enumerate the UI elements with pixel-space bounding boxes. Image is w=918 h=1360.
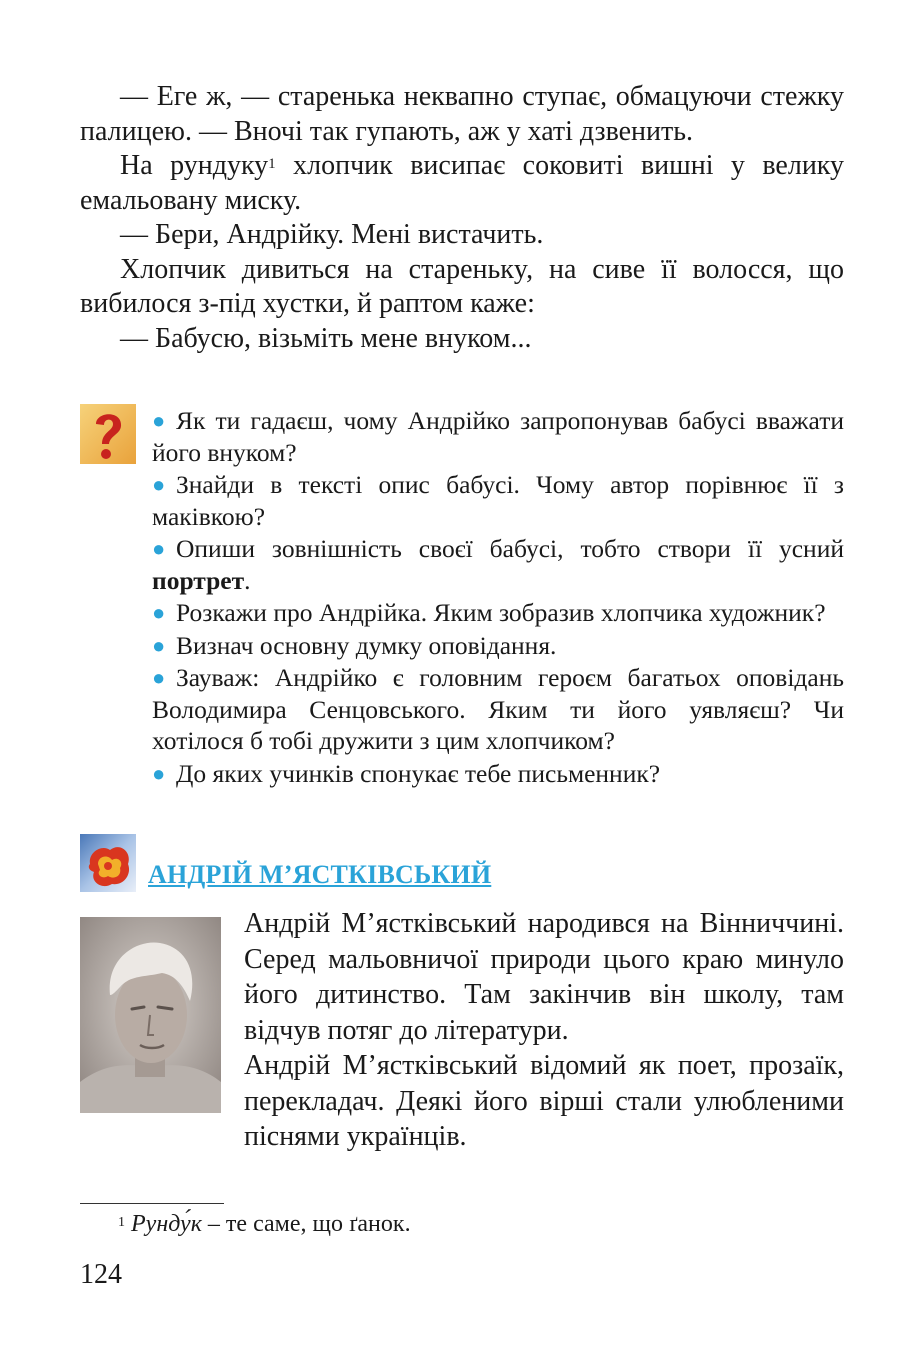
punctuation: . [244, 565, 251, 595]
question-text: Визнач основну думку оповідання. [176, 630, 557, 660]
bullet-icon: ● [152, 664, 166, 690]
story-text-run: На рундуку [120, 150, 269, 181]
question-text: Знайди в тексті опис бабусі. Чому автор порівнює її з маківкою? [152, 470, 844, 531]
bullet-icon: ● [152, 600, 166, 626]
story-text-run: хлопчик висипає соковиті вишні у велику емальовану миску. [80, 150, 845, 216]
term-bold: портрет [152, 565, 245, 595]
story-paragraph: — Еге ж, — старенька неквапно ступає, обмацуючи стежку палицею. — Вночі так гупають, аж у хаті дзвенить. [80, 81, 844, 147]
footnote-text: – те саме, що ґанок. [201, 1211, 411, 1237]
bullet-icon: ● [152, 632, 166, 658]
footnote-marker[interactable]: 1 [268, 156, 276, 172]
flame-ornament-icon [80, 834, 136, 892]
question-item [152, 533, 844, 597]
question-text: Опиши зовнішність своєї бабусі, тобто створи її усний [176, 534, 844, 564]
author-heading[interactable]: АНДРІЙ М’ЯСТКІВСЬКИЙ [148, 860, 492, 889]
question-item [152, 469, 844, 533]
footnote-term: Рунду́к [131, 1211, 202, 1237]
question-item [152, 597, 844, 629]
question-text: Зауваж: Андрійко є головним героєм багатьох оповідань Володимира Сенцовського. Яким ти його уявляєш? Чи хотілося б тобі дружити з цим хлопчиком? [152, 662, 844, 756]
questions-list [152, 405, 844, 790]
bio-paragraph: Андрій М’ястківський народився на Вінниччині. Серед мальовничої природи цього краю минуло його дитинство. Там закінчив він школу, там відчув потяг до літератури. [244, 908, 844, 1046]
footnote-divider [80, 1203, 224, 1204]
bullet-icon: ● [152, 408, 166, 433]
question-item [152, 758, 844, 790]
bullet-icon: ● [152, 472, 166, 498]
bio-paragraph: Андрій М’ястківський відомий як поет, прозаїк, перекладач. Деякі його вірші стали улюбленими піснями українців. [244, 1050, 844, 1152]
page-number: 124 [80, 1259, 122, 1290]
question-text: Як ти гадаєш, чому Андрійко запропонував бабусі вважати його внуком? [152, 406, 844, 467]
author-bio [244, 906, 844, 1155]
question-mark-icon [80, 404, 136, 464]
author-portrait [80, 917, 221, 1113]
question-item [152, 405, 844, 469]
story-paragraph: Хлопчик дивиться на старенькy, на сиве її волосся, що вибилося з-під хустки, й раптом каже: [80, 253, 844, 319]
bullet-icon: ● [152, 760, 166, 786]
footnote [118, 1209, 411, 1239]
question-text: Розкажи про Андрійка. Яким зобразив хлопчика художник? [176, 598, 826, 628]
bullet-icon: ● [152, 536, 166, 562]
story-text [80, 80, 844, 356]
question-text: До яких учинків спонукає тебе письменник? [176, 758, 661, 788]
story-paragraph [80, 149, 844, 218]
question-item [152, 630, 844, 662]
story-paragraph: — Бабусю, візьміть мене внуком... [120, 322, 532, 354]
footnote-number: 1 [118, 1215, 125, 1230]
story-paragraph: — Бери, Андрійку. Мені вистачить. [120, 219, 544, 250]
question-item [152, 662, 844, 757]
